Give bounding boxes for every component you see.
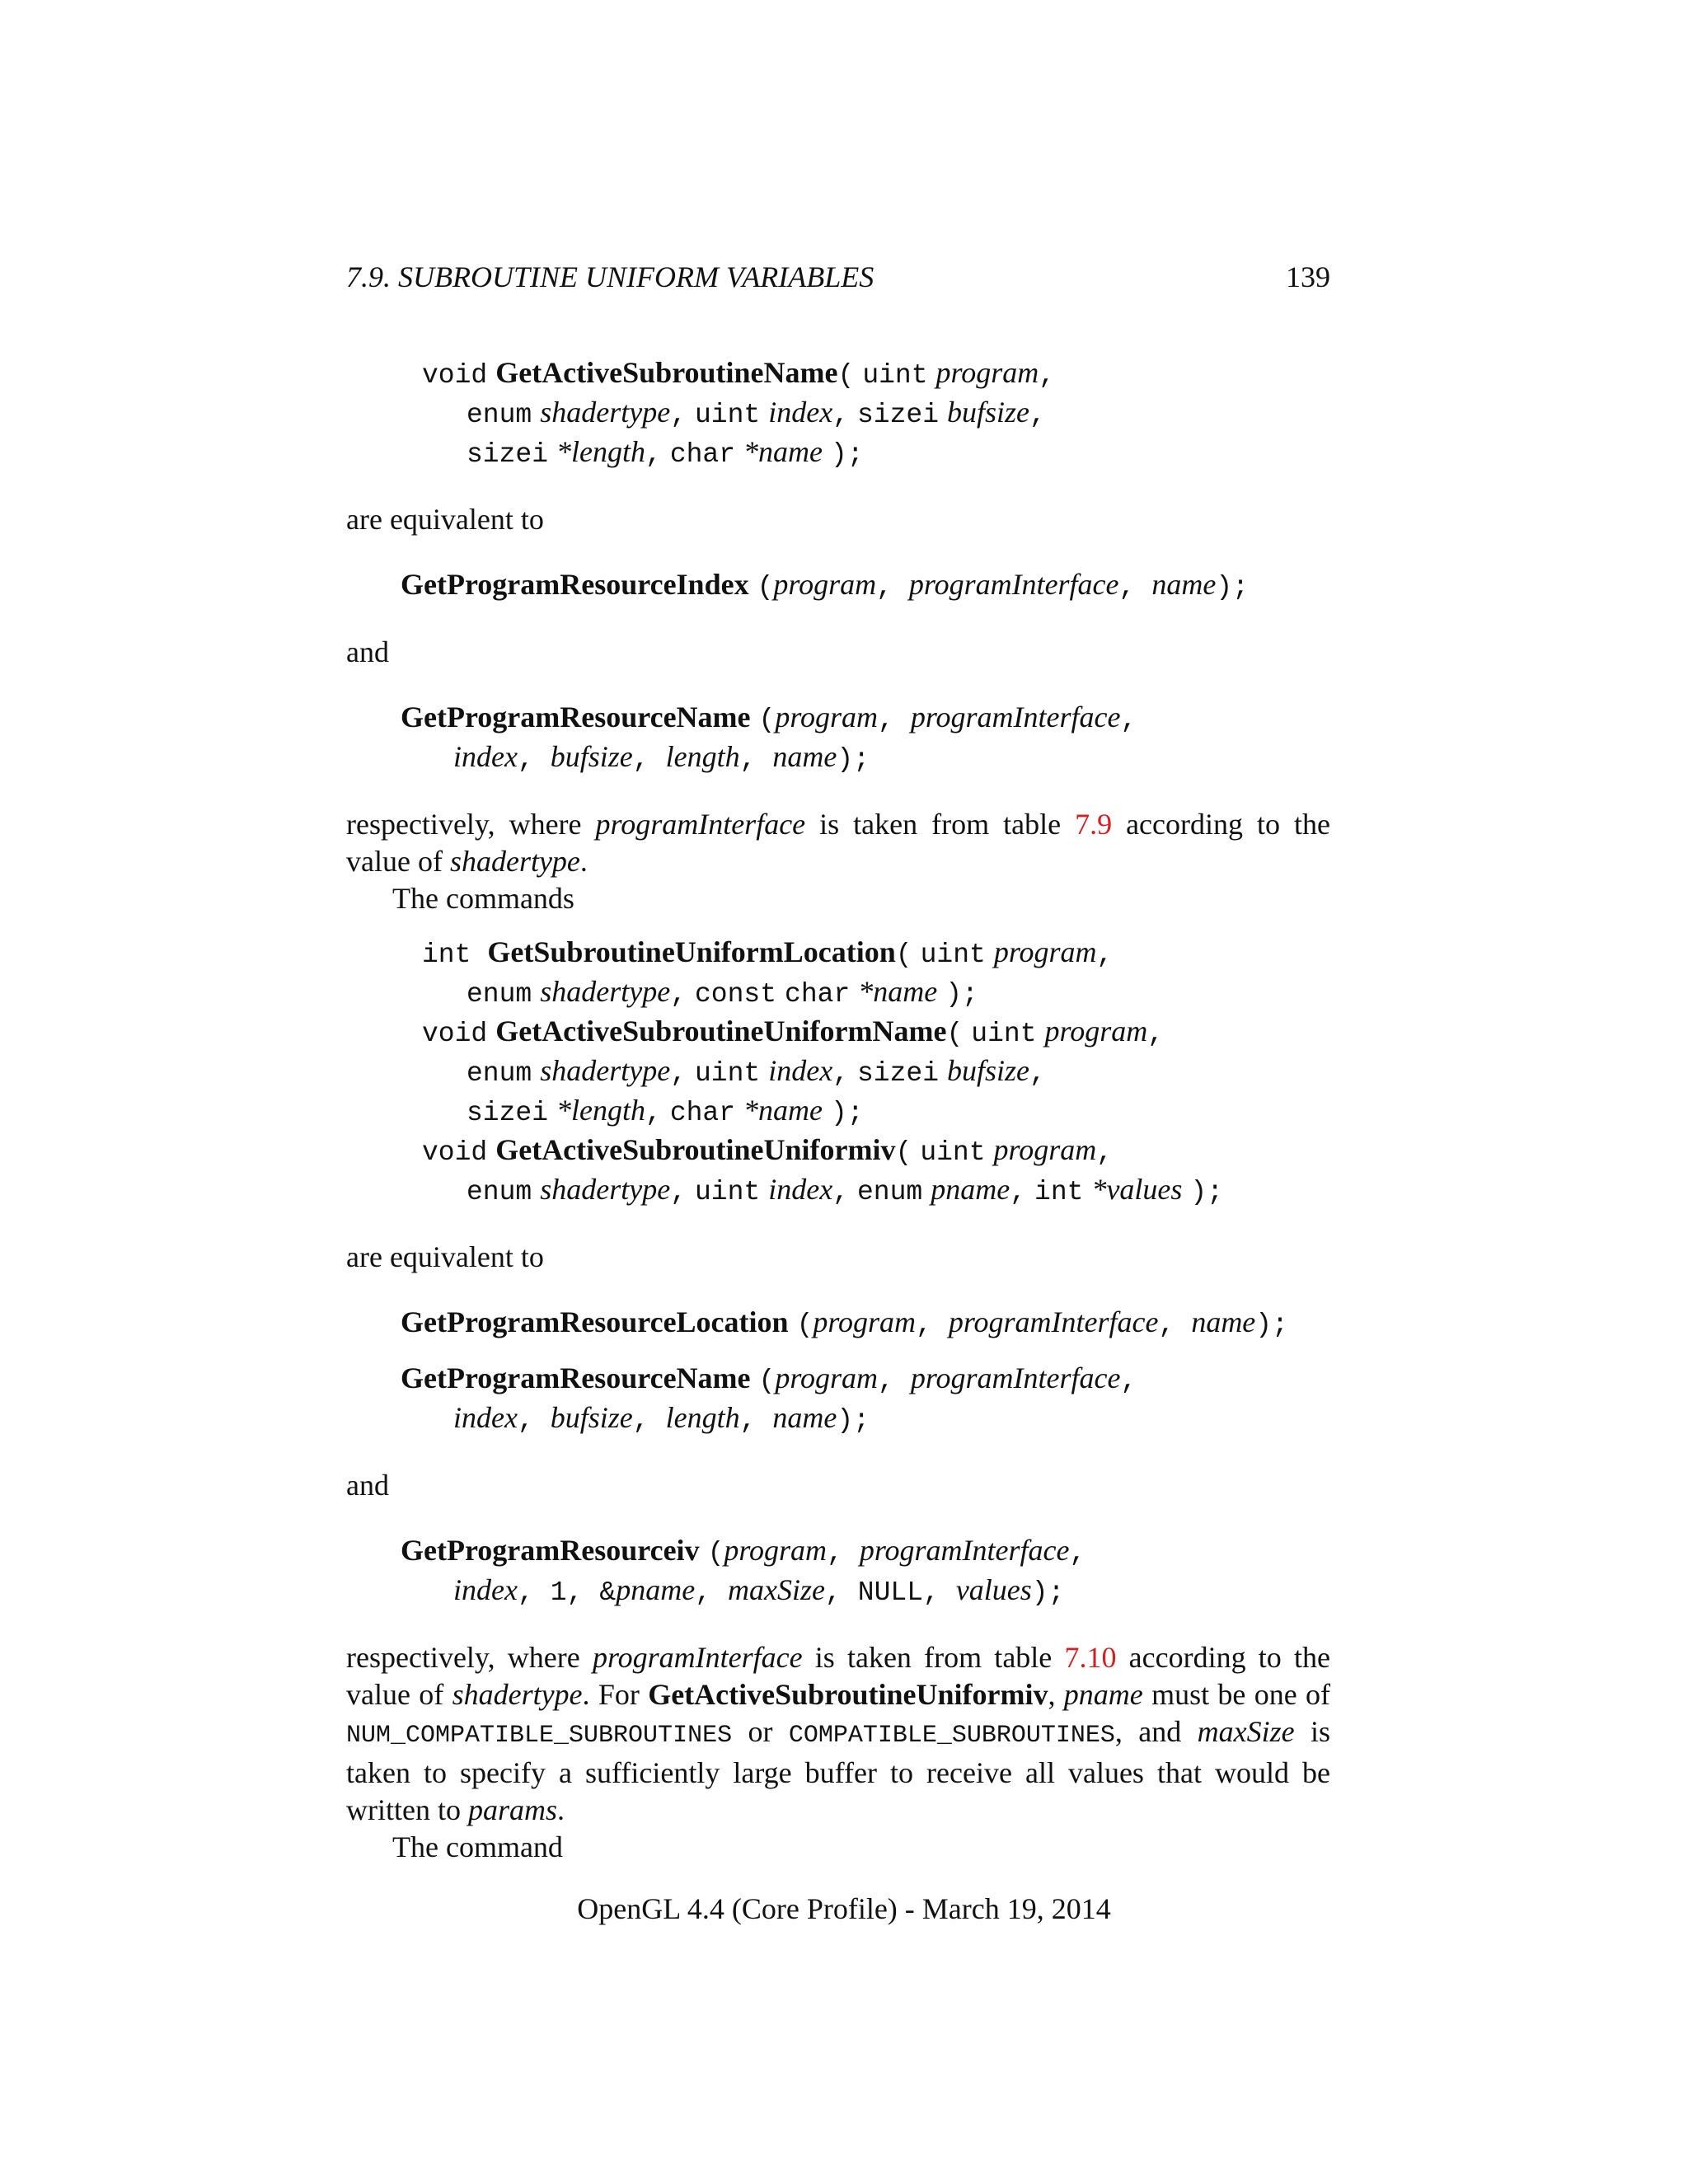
function-name: GetSubroutineUniformLocation: [487, 935, 896, 968]
body-text: are equivalent to: [346, 1240, 544, 1273]
body-text: The commands: [392, 882, 574, 915]
table-reference-link[interactable]: 7.10: [1064, 1641, 1117, 1674]
function-name: GetActiveSubroutineUniformName: [495, 1015, 947, 1047]
table-reference-link[interactable]: 7.9: [1075, 808, 1113, 841]
body-paragraph: respectively, where programInterface is taken from table 7.10 according to the value of shadertype. For GetActiveSubroutineUniformiv, pname must be one of NUM_COMPATIBLE_SUBROUTINES or COMPATIBLE_SUBROUTINES, and maxSize is taken to specify a sufficiently large buffer to receive all values that would be written to params.: [346, 1641, 1330, 1826]
equivalent-call: GetProgramResourceLocation (program, programInterface, name);: [401, 1305, 1288, 1340]
equivalent-call: GetProgramResourceIndex (program, programInterface, name);: [401, 568, 1249, 602]
section-title: 7.9. SUBROUTINE UNIFORM VARIABLES: [346, 260, 874, 293]
page-number: 139: [1286, 260, 1330, 293]
equivalent-call: GetProgramResourceiv (program, programInterface, index, 1, &pname, maxSize, NULL, values);: [401, 1534, 1086, 1608]
running-header: [346, 260, 1330, 301]
body-text: and: [346, 635, 389, 668]
function-name: GetActiveSubroutineUniformiv: [495, 1133, 896, 1166]
function-name: GetActiveSubroutineName: [495, 356, 838, 389]
page-body: [346, 354, 1330, 1866]
body-paragraph: respectively, where programInterface is taken from table 7.9 according to the value of shadertype.: [346, 808, 1330, 878]
body-text: are equivalent to: [346, 503, 544, 536]
prototype-get-active-subroutine-name: void GetActiveSubroutineName( uint program, enum shadertype, uint index, sizei bufsize, sizei *length, char *name );: [422, 356, 1056, 470]
equivalent-call: GetProgramResourceName (program, programInterface, index, bufsize, length, name);: [401, 701, 1137, 775]
equivalent-call: GetProgramResourceName (program, programInterface, index, bufsize, length, name);: [401, 1361, 1137, 1436]
body-text: and: [346, 1469, 389, 1502]
prototype-subroutine-uniform: int GetSubroutineUniformLocation( uint program, enum shadertype, const char *name ); void GetActiveSubroutineUniformName( uint program, enum shadertype, uint index, sizei bufsize, sizei *length, char *name ); void GetActiveSubroutineUniformiv( uint program, enum shadertype, uint index, enum pname, int *values );: [422, 935, 1224, 1207]
body-text: The command: [392, 1830, 563, 1863]
page-footer: OpenGL 4.4 (Core Profile) - March 19, 2014: [577, 1892, 1111, 1925]
